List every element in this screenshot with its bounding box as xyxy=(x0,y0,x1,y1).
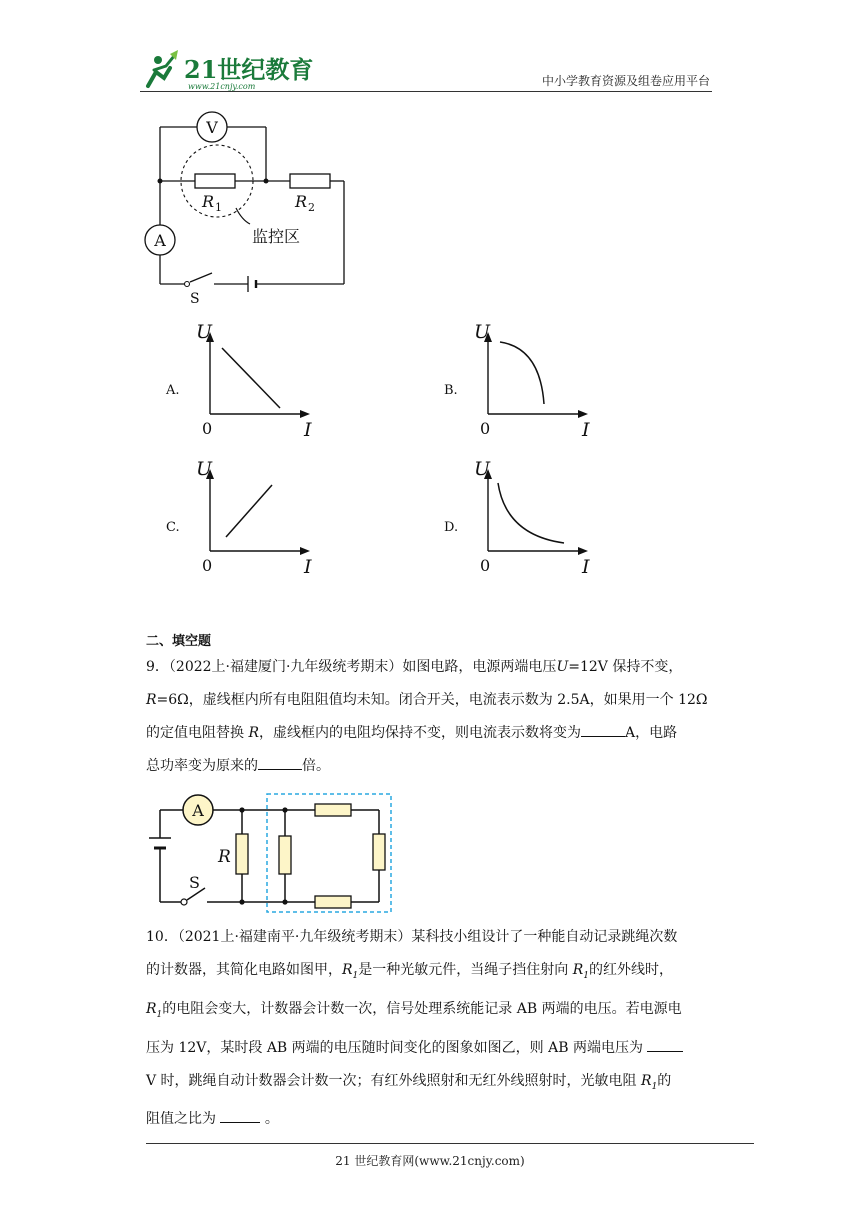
curve-convex-decreasing xyxy=(498,483,564,543)
question-10: 10．（2021上·福建南平·九年级统考期末）某科技小组设计了一种能自动记录跳绳次数 的计数器，其简化电路如图甲，$R_1$是一种光敏元件，当绳子挡住射向 $R_1$的红外线时， $R_1$的电阻会变大，计数器会计数一次，信号处理系统能记录 AB 两端的电压。若电源电 压为 12V，某时段 AB 两端的电压随时间变化的图象如图乙，则 AB 两端电压为 V 时，跳绳自动计数器会计数一次；有红外线照射和无红外线照射时，光敏电阻 $R_1$的 阻值之比为 。 xyxy=(146,929,682,1128)
x-arrow-icon xyxy=(300,547,310,555)
origin-label: 0 xyxy=(202,556,213,575)
x-arrow-icon xyxy=(578,547,588,555)
option-label-0: A. xyxy=(166,383,180,398)
y-axis-label: U xyxy=(474,321,491,343)
r2-subscript: 2 xyxy=(308,201,315,214)
origin-label: 0 xyxy=(202,419,213,438)
logo xyxy=(140,48,320,92)
option-graph-0[interactable] xyxy=(192,318,322,440)
voltmeter-label: V xyxy=(206,118,218,137)
answer-blank-9a[interactable] xyxy=(581,722,625,737)
circuit-diagram-1 xyxy=(140,108,360,308)
question-9: 9．（2022上·福建厦门·九年级统考期末）如图电路，电源两端电压U=12V 保持不变， R=6Ω，虚线框内所有电阻阻值均未知。闭合开关，电流表示数为 2.5A，如果用一个 12Ω 的定值电阻替换 R，虚线框内的电阻均保持不变，则电流表示数将变为 A，电路 总功率变为原来的 倍。 xyxy=(146,659,708,774)
footer-text: 21 世纪教育网(www.21cnjy.com) xyxy=(335,1154,525,1168)
monitor-label: 监控区 xyxy=(252,227,301,246)
curve-linear-decreasing xyxy=(222,348,280,408)
curve-concave-down-decreasing xyxy=(500,342,544,404)
resistor-r1 xyxy=(195,174,235,188)
r1-label: R xyxy=(202,192,215,211)
r1-subscript: 1 xyxy=(215,201,222,214)
x-arrow-icon xyxy=(300,410,310,418)
switch-2-label: S xyxy=(189,873,200,892)
resistor-r xyxy=(236,834,248,874)
resistor-r2 xyxy=(290,174,330,188)
footer-divider xyxy=(146,1143,754,1144)
section-title: 二、填空题 xyxy=(146,634,212,649)
switch-2 xyxy=(181,899,187,905)
r-label: R xyxy=(218,847,231,867)
y-axis-label: U xyxy=(196,321,213,343)
option-label-1: B. xyxy=(444,383,458,398)
logo-text: 21世纪教育 xyxy=(184,55,314,84)
option-graph-3[interactable] xyxy=(470,455,600,577)
answer-blank-9b[interactable] xyxy=(258,755,302,770)
logo-sub: www.21cnjy.com xyxy=(188,82,256,91)
switch-label: S xyxy=(190,291,200,307)
curve-linear-increasing xyxy=(226,485,272,537)
y-axis-label: U xyxy=(196,458,213,480)
option-label-3: D. xyxy=(444,520,459,535)
origin-label: 0 xyxy=(480,419,491,438)
ammeter-2-label: A xyxy=(192,801,204,820)
x-axis-label: I xyxy=(582,419,590,440)
answer-blank-10b[interactable] xyxy=(220,1108,260,1123)
origin-label: 0 xyxy=(480,556,491,575)
option-graph-1[interactable] xyxy=(470,318,600,440)
x-arrow-icon xyxy=(578,410,588,418)
header-divider xyxy=(140,91,712,92)
runner-icon xyxy=(148,50,178,86)
option-graph-2[interactable] xyxy=(192,455,322,577)
x-axis-label: I xyxy=(304,556,312,577)
option-label-2: C. xyxy=(166,520,180,535)
r2-label: R xyxy=(295,192,308,211)
ammeter-label: A xyxy=(154,231,166,250)
circuit-diagram-2 xyxy=(145,790,405,920)
y-axis-label: U xyxy=(474,458,491,480)
x-axis-label: I xyxy=(582,556,590,577)
answer-blank-10a[interactable] xyxy=(647,1037,683,1052)
x-axis-label: I xyxy=(304,419,312,440)
switch xyxy=(185,282,190,287)
platform-name: 中小学教育资源及组卷应用平台 xyxy=(541,74,710,88)
